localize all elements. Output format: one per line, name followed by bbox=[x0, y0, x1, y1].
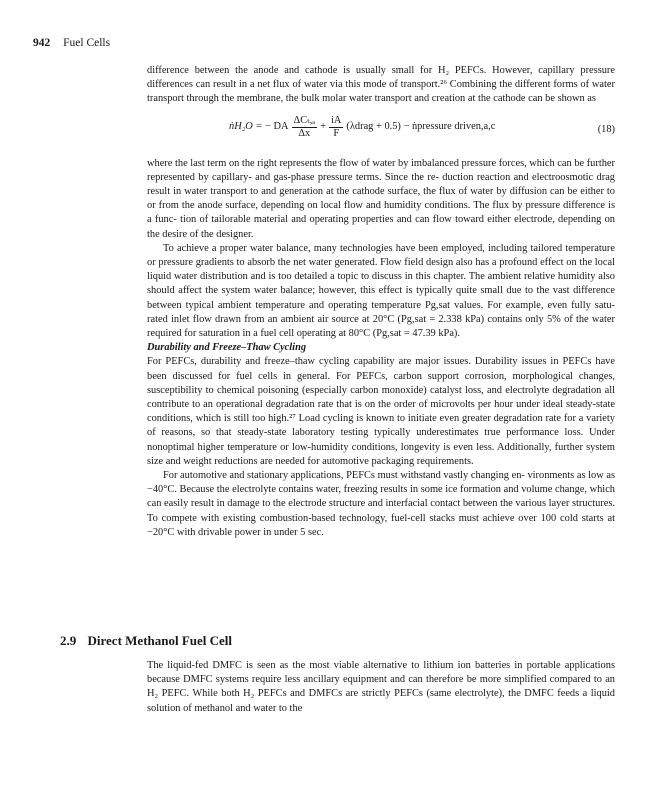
page-header bbox=[33, 37, 110, 49]
eq-fraction-diffusion bbox=[292, 115, 318, 140]
eq-term1-prefix: − DA bbox=[265, 121, 289, 132]
eq-term2-suffix: (λdrag + 0.5) − ṅpressure driven,a,c bbox=[346, 121, 496, 132]
section-heading bbox=[60, 633, 232, 649]
eq-plus: + bbox=[320, 121, 327, 132]
paragraph-pressure-term: where the last term on the right represents the flow of water by imbalanced pressure forces, which can be further represented by capillary- and gas-phase pressure terms. Since the re- duction reaction and electroosmotic drag result in water transport to and generation at the cathode surface, the flux of water by diffusion can be either to or from the anode surface, depending on local flow and humidity conditions. The flux by pressure difference is a func- tion of tailorable material and operating properties and can flow toward either electrode, depending on the desire of the designer. bbox=[147, 157, 615, 240]
page-number: 942 bbox=[33, 37, 51, 49]
body-text-bottom bbox=[147, 659, 615, 716]
paragraph-water-transport: difference between the anode and cathode is usually small for H₂ PEFCs. However, capillary pressure differences can result in a net flux of water via this mode of transport.²⁶ Combining the different forms of water transport through the membrane, the bulk molar water transport and creation at the cathode can be shown as bbox=[147, 65, 615, 105]
eq-fraction-current bbox=[329, 115, 343, 140]
equation-body bbox=[229, 115, 495, 140]
paragraph-water-balance: To achieve a proper water balance, many technologies have been employed, including tailored temperature or pressure gradients to absorb the net water generated. Flow field design also has a profound effect on the local liquid water distribution and is too detailed a topic to discuss in this chapter. The ambient relative humidity also should affect the system water balance; however, this effect is typically quite small due to the vast difference between typical ambient temperature and operating temperature Pg,sat values. For example, even fully satu- rated inlet flow drawn from an ambient air source at 20°C (Pg,sat = 2.338 kPa) contains only 5% of the water required for saturation in a fuel cell operating at 80°C (Pg,sat = 47.39 kPa). bbox=[147, 242, 615, 340]
section-number: 2.9 bbox=[60, 633, 77, 648]
eq-frac1-numerator: ΔCₜ,ₐ bbox=[293, 114, 316, 126]
section-title: Direct Methanol Fuel Cell bbox=[87, 633, 233, 648]
equation-18 bbox=[147, 111, 615, 151]
equation-number: (18) bbox=[597, 123, 615, 135]
running-title: Fuel Cells bbox=[63, 37, 111, 49]
paragraph-freeze-thaw: For automotive and stationary applications, PEFCs must withstand vastly changing en- vironments as low as −40°C. Because the electrolyte contains water, freezing results in some ice formation and volume change, which can easily result in damage to the electrode structure and interfacial contact between the various layer structures. To compete with existing combustion-based technology, fuel-cell stacks must achieve over 100 cold starts at −20°C with drivable power in under 5 sec. bbox=[147, 470, 615, 538]
subheading-durability: Durability and Freeze–Thaw Cycling bbox=[147, 342, 307, 354]
paragraph-durability: For PEFCs, durability and freeze–thaw cycling capability are major issues. Durability issues in PEFCs have been discussed for fuel cells in general. For PEFCs, carbon support corrosion, morphological changes, susceptibility to chemical poisoning (especially carbon monoxide) catalyst loss, and electrolyte degradation all contribute to an operational degradation rate that is on the order of microvolts per hour under ideal steady-state conditions, which is still too high.²⁷ Load cycling is known to initiate even greater degradation rate for a variety of reasons, so that steady-state laboratory testing typically underestimates true performance loss. Under nonoptimal higher temperature or low-humidity conditions, longevity is even less. Additionally, further system size and weight reductions are needed for automotive packaging requirements. bbox=[147, 356, 615, 467]
body-text-top bbox=[147, 64, 615, 540]
paragraph-dmfc: The liquid-fed DMFC is seen as the most viable alternative to lithium ion batteries in portable applications because DMFC systems require less ancillary equipment and can therefore be more simplified compared to an H₂ PEFC. While both H₂ PEFCs and DMFCs are strictly PEFCs (same electrolyte), the DMFC feeds a liquid solution of methanol and water to the bbox=[147, 660, 615, 714]
eq-frac1-denominator: Δx bbox=[298, 127, 311, 139]
eq-lhs: ṅH₂O = bbox=[229, 121, 263, 132]
eq-frac2-numerator: iA bbox=[331, 114, 342, 126]
eq-frac2-denominator: F bbox=[333, 127, 340, 139]
